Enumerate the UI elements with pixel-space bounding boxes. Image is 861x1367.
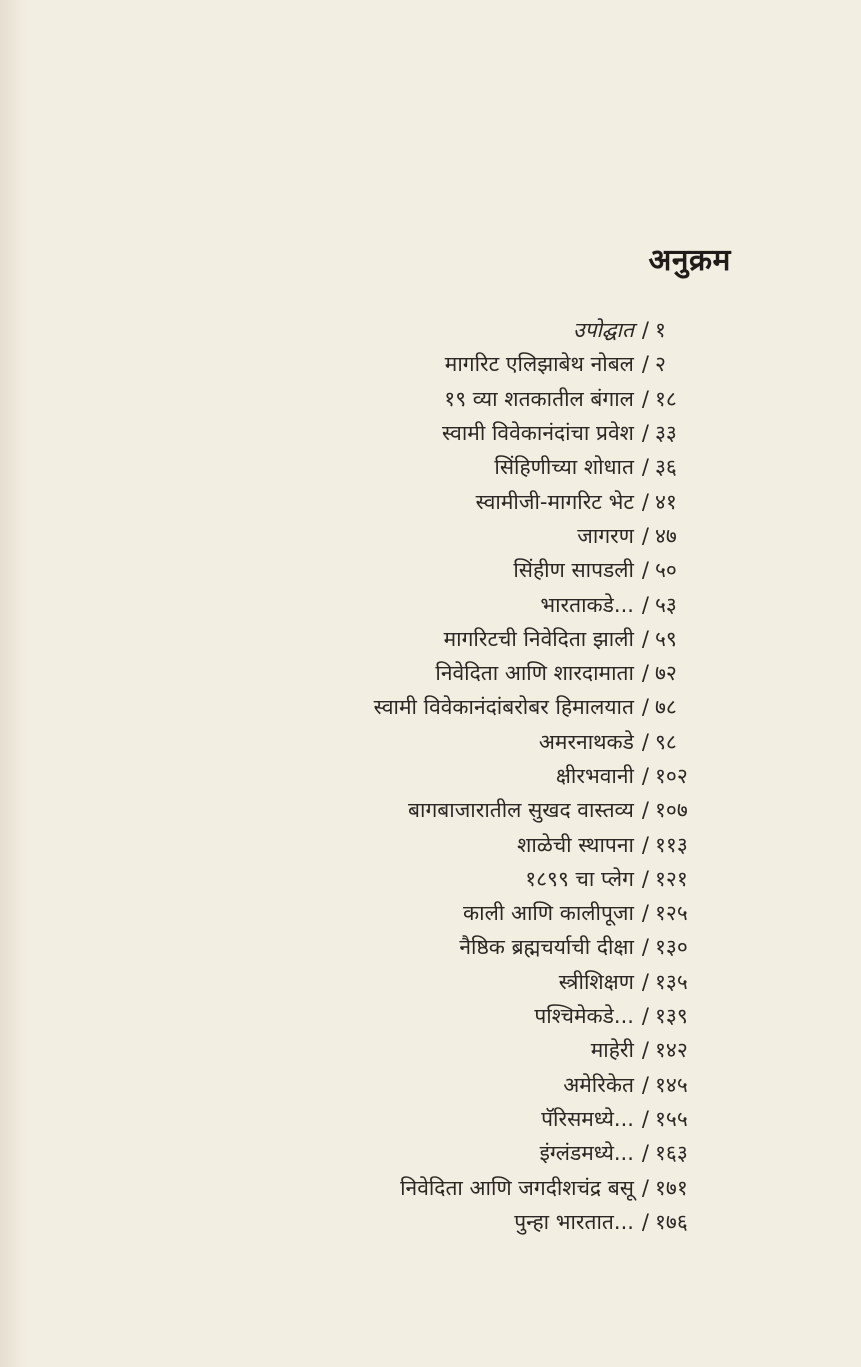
toc-separator: / [641,352,649,377]
toc-entry [115,690,715,724]
toc-separator: / [641,318,649,343]
toc-entry-page-number: १२१ [655,866,688,891]
toc-separator: / [641,386,649,411]
toc-entry-title: इंग्लंडमध्ये... [539,1141,634,1166]
toc-separator: / [641,935,649,960]
toc-entry-page-number: २ [655,352,666,377]
toc-entry-page-number: १०२ [655,764,688,788]
toc-entry [115,622,715,656]
toc-entry-title: नैष्ठिक ब्रह्मचर्याची दीक्षा [459,935,634,960]
toc-entry-page-number: ७८ [655,695,677,720]
toc-entry-page-number: १३९ [655,1004,688,1029]
toc-separator: / [641,1209,649,1234]
toc-entry-title: निवेदिता आणि जगदीशचंद्र बसू [400,1175,634,1200]
toc-entry-title: १९ व्या शतकातील बंगाल [444,386,634,411]
toc-separator: / [641,1141,649,1166]
toc-entry-title: अमेरिकेत [563,1072,634,1097]
toc-separator: / [641,1038,649,1063]
toc-entry-page-number: १४५ [655,1072,688,1097]
toc-entry-title: मागरिट एलिझाबेथ नोबल [444,352,634,377]
toc-entry-title: स्वामीजी-मागरिट भेट [475,489,634,514]
toc-entry [115,1205,715,1239]
toc-entry-page-number: १७६ [655,1209,688,1234]
toc-entry-page-number: ४१ [655,489,677,514]
toc-entry [115,416,715,450]
toc-entry-title: जागरण [577,523,634,548]
toc-separator: / [641,832,649,857]
toc-entry [115,862,715,896]
toc-entry-title: सिंहीण सापडली [513,558,634,583]
toc-entry-title: बागबाजारातील सुखद वास्तव्य [408,798,634,823]
toc-entry-page-number: ४७ [655,523,677,548]
toc-entry [115,484,715,518]
toc-entry-page-number: १४२ [655,1038,688,1063]
table-of-contents [115,313,715,1239]
toc-separator: / [641,523,649,548]
toc-entry-page-number: ५० [655,558,677,583]
toc-entry-title: पश्चिमेकडे... [534,1004,634,1029]
toc-separator: / [641,1072,649,1097]
toc-entry-title: भारताकडे... [540,592,634,617]
toc-entry [115,1136,715,1170]
toc-entry [115,347,715,381]
toc-entry [115,1068,715,1102]
toc-entry-title: क्षीरभवानी [555,764,634,788]
toc-entry-page-number: १३५ [655,969,688,994]
toc-separator: / [641,969,649,994]
toc-separator: / [641,1175,649,1200]
toc-entry-page-number: ९८ [655,729,677,754]
toc-entry [115,450,715,484]
toc-entry-page-number: ५३ [655,592,677,617]
toc-entry [115,930,715,964]
toc-separator: / [641,592,649,617]
toc-entry-page-number: ५९ [655,626,677,651]
toc-entry-page-number: १६३ [655,1141,688,1166]
toc-entry-page-number: १७१ [655,1175,688,1200]
toc-separator: / [641,1004,649,1029]
toc-entry-title: निवेदिता आणि शारदामाता [435,661,634,686]
toc-separator: / [641,695,649,720]
toc-entry [115,553,715,587]
toc-entry-page-number: १२५ [655,901,688,926]
toc-entry-page-number: ७२ [655,661,677,686]
toc-entry-title: १८९९ चा प्लेग [525,866,634,891]
toc-entry-page-number: ३६ [655,455,677,480]
toc-entry-title: काली आणि कालीपूजा [463,901,634,926]
toc-separator: / [641,1106,649,1131]
toc-separator: / [641,901,649,926]
toc-entry-title: सिंहिणीच्या शोधात [494,455,634,480]
toc-entry-page-number: ११३ [655,832,688,857]
toc-separator: / [641,866,649,891]
toc-entry [115,1033,715,1067]
toc-entry-title: अमरनाथकडे [538,729,634,754]
toc-entry [115,759,715,793]
toc-entry [115,896,715,930]
toc-entry-page-number: १ [655,318,666,343]
toc-entry-page-number: ३३ [655,421,677,446]
toc-entry [115,725,715,759]
toc-entry [115,827,715,861]
toc-entry-title: मागरिटची निवेदिता झाली [443,626,634,651]
toc-separator: / [641,626,649,651]
toc-entry [115,313,715,347]
toc-entry-page-number: १३० [655,935,688,960]
toc-separator: / [641,661,649,686]
toc-separator: / [641,729,649,754]
toc-entry-title: उपोद्घात [573,318,634,343]
toc-entry [115,382,715,416]
toc-entry-title: माहेरी [590,1038,634,1063]
toc-entry [115,1102,715,1136]
toc-entry-title: स्वामी विवेकानंदांबरोबर हिमालयात [373,695,634,720]
toc-separator: / [641,558,649,583]
toc-entry-page-number: १८ [655,386,677,411]
toc-entry-page-number: १५५ [655,1106,688,1131]
toc-entry [115,999,715,1033]
toc-entry [115,965,715,999]
toc-entry-title: पुन्हा भारतात... [514,1209,634,1234]
toc-entry-title: स्वामी विवेकानंदांचा प्रवेश [442,421,634,446]
toc-entry-title: पॅरिसमध्ये... [541,1106,634,1131]
toc-entry-title: स्त्रीशिक्षण [558,969,634,994]
toc-entry [115,656,715,690]
page-title: अनुक्रम [648,243,731,278]
toc-entry [115,793,715,827]
toc-separator: / [641,764,649,788]
toc-separator: / [641,455,649,480]
toc-separator: / [641,421,649,446]
toc-entry-page-number: १०७ [655,798,688,823]
toc-separator: / [641,798,649,823]
toc-separator: / [641,489,649,514]
toc-entry-title: शाळेची स्थापना [517,832,634,857]
toc-entry [115,587,715,621]
toc-entry [115,519,715,553]
toc-entry [115,1170,715,1204]
